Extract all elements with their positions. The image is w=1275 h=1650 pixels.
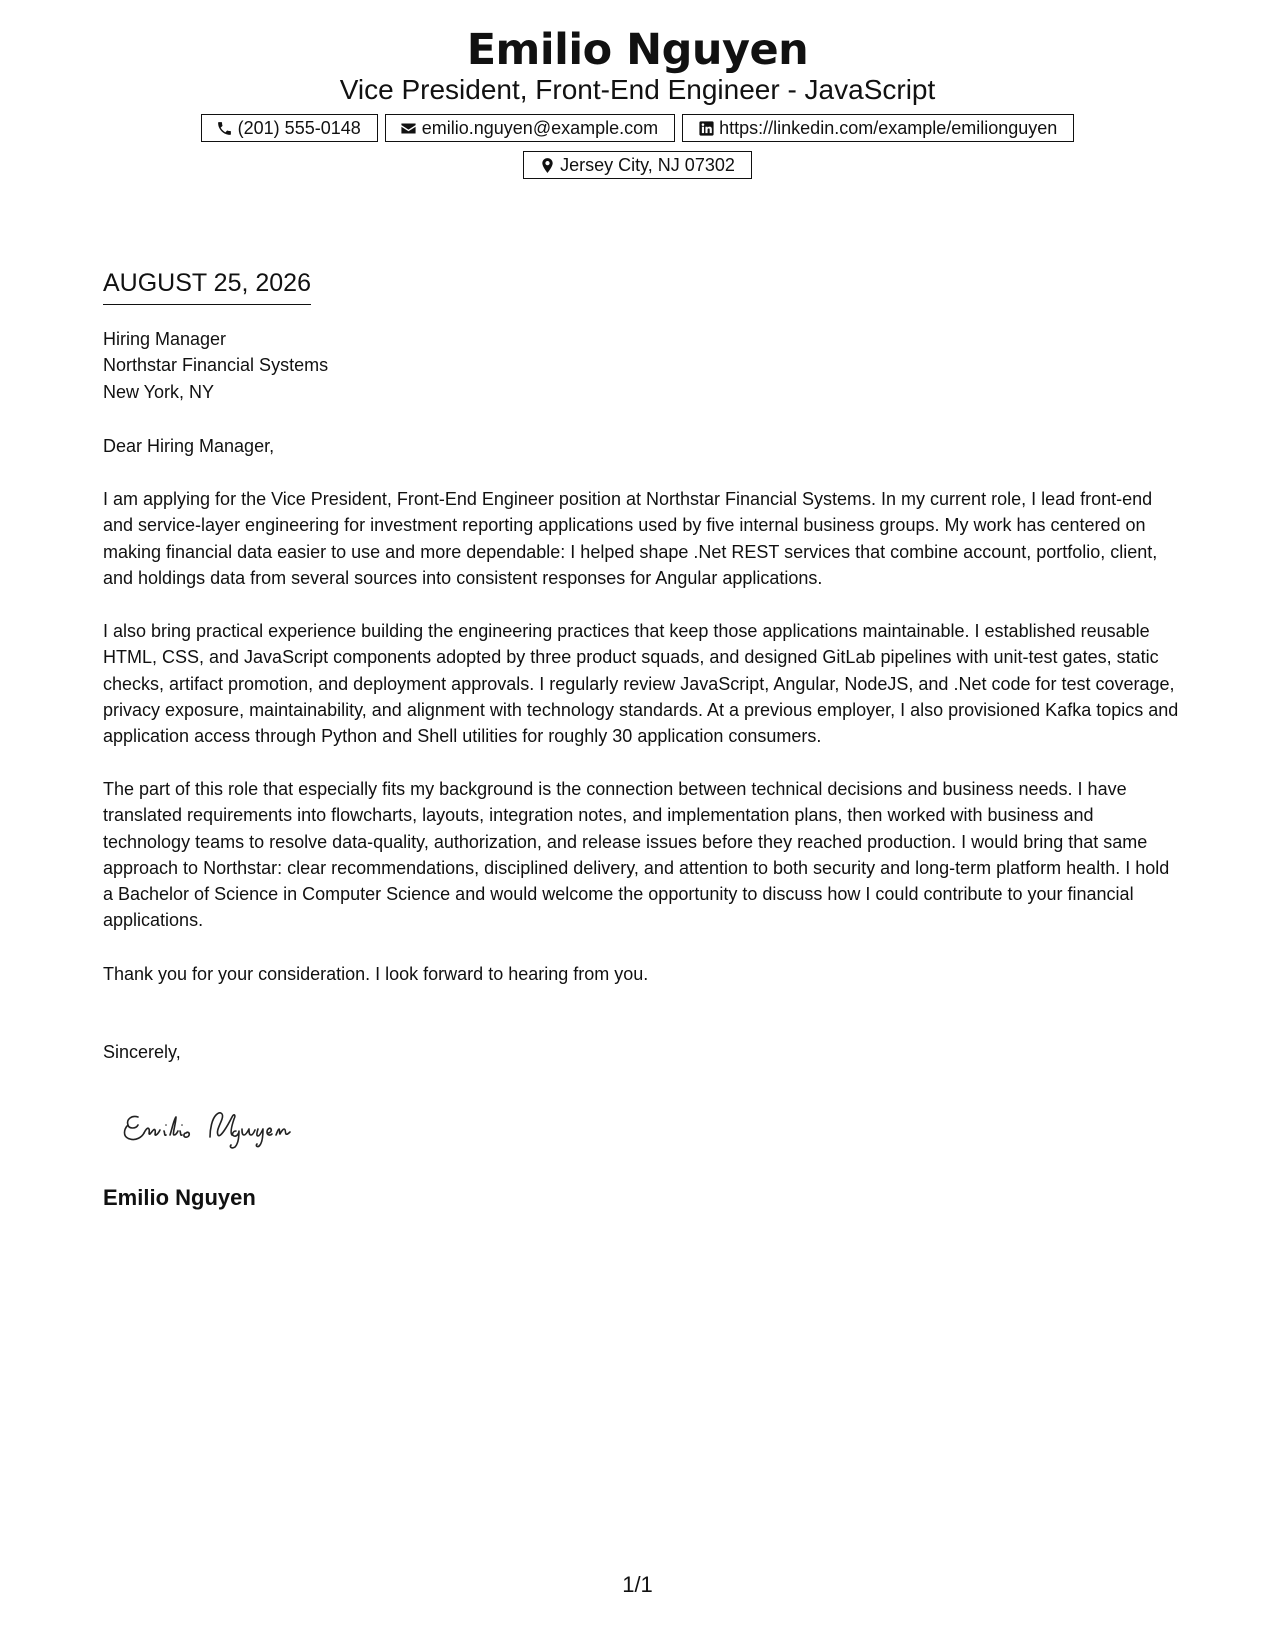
recipient-line: New York, NY	[103, 381, 215, 402]
phone-text: (201) 555-0148	[237, 118, 361, 138]
contact-location	[523, 151, 752, 179]
map-marker-icon	[538, 156, 556, 174]
linkedin-text[interactable]: https://linkedin.com/example/emilionguyen	[719, 118, 1058, 138]
phone-icon	[216, 119, 234, 137]
applicant-name: Emilio Nguyen	[466, 25, 809, 75]
location-text: Jersey City, NJ 07302	[560, 155, 735, 175]
letter-date: AUGUST 25, 2026	[103, 266, 311, 305]
handwritten-signature	[118, 1095, 358, 1155]
envelope-icon	[400, 119, 418, 137]
page-number: 1/1	[622, 1572, 653, 1597]
contact-phone	[201, 114, 378, 142]
signer-name: Emilio Nguyen	[103, 1185, 256, 1210]
thanks-line: Thank you for your consideration. I look forward to hearing from you.	[103, 964, 649, 984]
recipient-line: Northstar Financial Systems	[103, 355, 329, 376]
email-text[interactable]: emilio.nguyen@example.com	[421, 118, 659, 138]
contact-row	[0, 151, 1275, 179]
contact-email[interactable]	[385, 114, 675, 142]
contact-linkedin[interactable]	[682, 114, 1074, 142]
closing-line: Sincerely,	[103, 1042, 181, 1062]
body-paragraph: I am applying for the Vice President, Front-End Engineer position at Northstar Financial Systems. In my current role, I lead front-end and service-layer engineering for investment reporting applications used by five internal business groups. My work has centered on making financial data easier to use and more dependable: I helped shape .Net REST services that combine account, portfolio, client, and holdings data from several sources into consistent responses for Angular applications.	[103, 489, 1158, 588]
contact-row	[0, 114, 1275, 142]
recipient-block	[103, 326, 1183, 405]
recipient-line: Hiring Manager	[103, 329, 227, 349]
body-paragraph: I also bring practical experience building the engineering practices that keep those applications maintainable. I established reusable HTML, CSS, and JavaScript components adopted by three product squads, and designed GitLab pipelines with unit-test gates, static checks, artifact promotion, and deployment approvals. I regularly review JavaScript, Angular, NodeJS, and .Net code for test coverage, privacy exposure, maintainability, and alignment with technology standards. At a previous employer, I also provisioned Kafka topics and application access through Python and Shell utilities for roughly 30 application consumers.	[103, 621, 1179, 747]
salutation: Dear Hiring Manager,	[103, 436, 275, 456]
linkedin-icon	[697, 119, 715, 137]
body-paragraph: The part of this role that especially fits my background is the connection between technical decisions and business needs. I have translated requirements into flowcharts, layouts, integration notes, and implementation plans, then worked with business and technology teams to resolve data-quality, authorization, and release issues before they reached production. I would bring that same approach to Northstar: clear recommendations, disciplined delivery, and attention to both security and long-term platform health. I hold a Bachelor of Science in Computer Science and would welcome the opportunity to discuss how I could contribute to your financial applications.	[103, 779, 1170, 931]
applicant-job-title: Vice President, Front-End Engineer - JavaScript	[339, 74, 936, 105]
